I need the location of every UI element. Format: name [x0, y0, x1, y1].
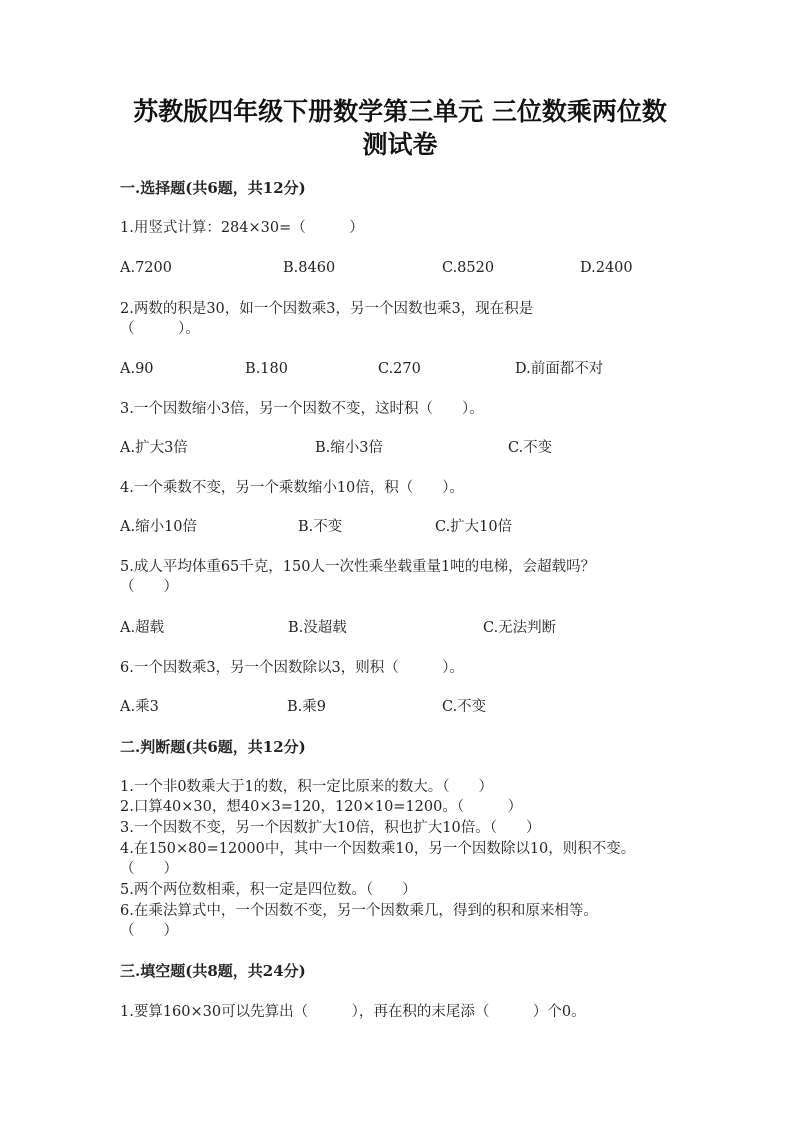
- option: A.超载: [120, 620, 165, 636]
- judge-line: 5.两个两位数相乘，积一定是四位数。（ ）: [120, 882, 417, 898]
- question-stem-cont: （ ）: [120, 579, 178, 595]
- judge-line: 1.一个非0数乘大于1的数，积一定比原来的数大。（ ）: [120, 779, 494, 795]
- option: C.不变: [442, 699, 487, 715]
- question-stem: 6.一个因数乘3，另一个因数除以3，则积（ ）。: [120, 660, 465, 676]
- option: B.缩小3倍: [315, 440, 383, 456]
- option: B.8460: [283, 260, 336, 276]
- page-title-line1: 苏教版四年级下册数学第三单元 三位数乘两位数: [133, 97, 667, 126]
- option: B.180: [245, 361, 288, 377]
- option: D.2400: [580, 260, 633, 276]
- option: B.乘9: [287, 699, 326, 715]
- option: A.90: [120, 361, 154, 377]
- option: C.无法判断: [483, 620, 557, 636]
- option: C.8520: [442, 260, 495, 276]
- question-stem: 5.成人平均体重65千克，150人一次性乘坐载重量1吨的电梯，会超载吗？: [120, 559, 596, 575]
- judge-line: 3.一个因数不变，另一个因数扩大10倍，积也扩大10倍。（ ）: [120, 820, 541, 836]
- option: D.前面都不对: [515, 361, 604, 377]
- option: A.7200: [120, 260, 172, 276]
- section-heading-judge: 二.判断题(共6题，共12分): [120, 738, 306, 756]
- judge-line: （ ）: [120, 861, 178, 877]
- section-heading-fill: 三.填空题(共8题，共24分): [120, 962, 306, 980]
- judge-line: 6.在乘法算式中，一个因数不变，另一个因数乘几，得到的积和原来相等。: [120, 903, 598, 919]
- option: B.不变: [298, 519, 343, 535]
- question-stem: 4.一个乘数不变，另一个乘数缩小10倍，积（ ）。: [120, 480, 465, 496]
- option: C.不变: [508, 440, 553, 456]
- judge-line: （ ）: [120, 923, 178, 939]
- option: A.扩大3倍: [120, 440, 188, 456]
- page-title-line2: 测试卷: [362, 130, 438, 159]
- option: C.扩大10倍: [435, 519, 513, 535]
- question-stem: 2.两数的积是30，如一个因数乘3，另一个因数也乘3，现在积是: [120, 301, 534, 317]
- option: C.270: [378, 361, 421, 377]
- option: A.缩小10倍: [120, 519, 198, 535]
- question-stem: 1.用竖式计算：284×30=（ ）: [120, 220, 364, 236]
- fill-line: 1.要算160×30可以先算出（ ），再在积的末尾添（ ）个0。: [120, 1004, 586, 1020]
- option: A.乘3: [120, 699, 159, 715]
- judge-line: 2.口算40×30，想40×3=120，120×10=1200。（ ）: [120, 799, 523, 815]
- option: B.没超载: [288, 620, 347, 636]
- question-stem-cont: （ ）。: [120, 321, 200, 337]
- question-stem: 3.一个因数缩小3倍，另一个因数不变，这时积（ ）。: [120, 401, 484, 417]
- section-heading-choice: 一.选择题(共6题，共12分): [120, 179, 306, 197]
- judge-line: 4.在150×80=12000中，其中一个因数乘10，另一个因数除以10，则积不变。: [120, 841, 636, 857]
